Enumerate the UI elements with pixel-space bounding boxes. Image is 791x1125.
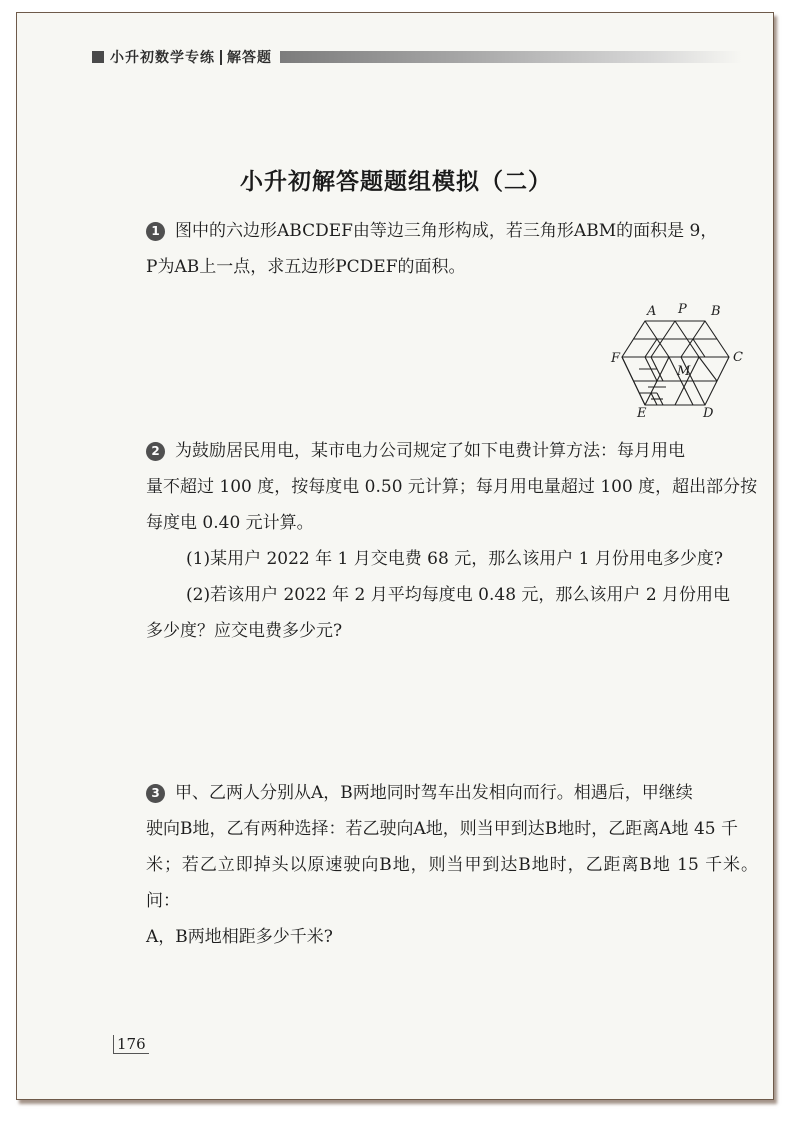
label-B: B	[711, 304, 721, 319]
question-line: 量不超过 100 度，按每度电 0.50 元计算；每月用电量超过 100 度，超出部分按	[146, 477, 758, 497]
question-text: 为鼓励居民用电，某市电力公司规定了如下电费计算方法：每月用电	[175, 441, 685, 461]
header-series-title: 小升初数学专练	[110, 50, 215, 66]
question-1	[146, 213, 764, 285]
header-section-title: 解答题	[227, 50, 272, 66]
header-gradient-bar	[280, 51, 742, 63]
page-title: 小升初解答题题组模拟（二）	[240, 169, 552, 195]
question-2	[146, 433, 758, 649]
sub-question-1: (1)某用户 2022 年 1 月交电费 68 元，那么该用户 1 月份用电多少度?	[186, 549, 723, 569]
question-number-badge: 3	[146, 784, 165, 803]
label-M: M	[677, 364, 691, 379]
question-text: 图中的六边形ABCDEF由等边三角形构成，若三角形ABM的面积是 9，	[175, 221, 718, 241]
question-number-badge: 1	[146, 222, 165, 241]
label-P: P	[678, 302, 687, 317]
question-3	[146, 775, 758, 955]
question-text: 甲、乙两人分别从A，B两地同时驾车出发相向而行。相遇后，甲继续	[175, 783, 693, 803]
running-header	[92, 47, 742, 67]
book-page	[16, 12, 774, 1100]
header-divider	[220, 50, 222, 65]
question-line: P为AB上一点，求五边形PCDEF的面积。	[146, 257, 466, 277]
question-line: 驶向B地，乙有两种选择：若乙驶向A地，则当甲到达B地时，乙距离A地 45 千	[146, 819, 738, 839]
question-line: 米；若乙立即掉头以原速驶向B地，则当甲到达B地时，乙距离B地 15 千米。问：	[146, 855, 758, 911]
question-line	[146, 775, 758, 811]
question-line: A，B两地相距多少千米?	[146, 927, 333, 947]
header-square-icon	[92, 51, 104, 63]
label-E: E	[637, 406, 647, 421]
page-number: 176	[113, 1035, 149, 1054]
label-F: F	[611, 351, 621, 366]
question-number-badge: 2	[146, 442, 165, 461]
hexagon-figure	[611, 301, 767, 421]
label-C: C	[733, 350, 743, 365]
sub-question-2: (2)若该用户 2022 年 2 月平均每度电 0.48 元，那么该用户 2 月份用电	[186, 585, 731, 605]
question-line	[146, 433, 758, 469]
question-line: 多少度？应交电费多少元?	[146, 621, 343, 641]
label-D: D	[703, 406, 714, 421]
question-line	[146, 213, 764, 249]
label-A: A	[647, 304, 657, 319]
hexagon-outline	[622, 321, 729, 405]
question-line: 每度电 0.40 元计算。	[146, 513, 314, 533]
